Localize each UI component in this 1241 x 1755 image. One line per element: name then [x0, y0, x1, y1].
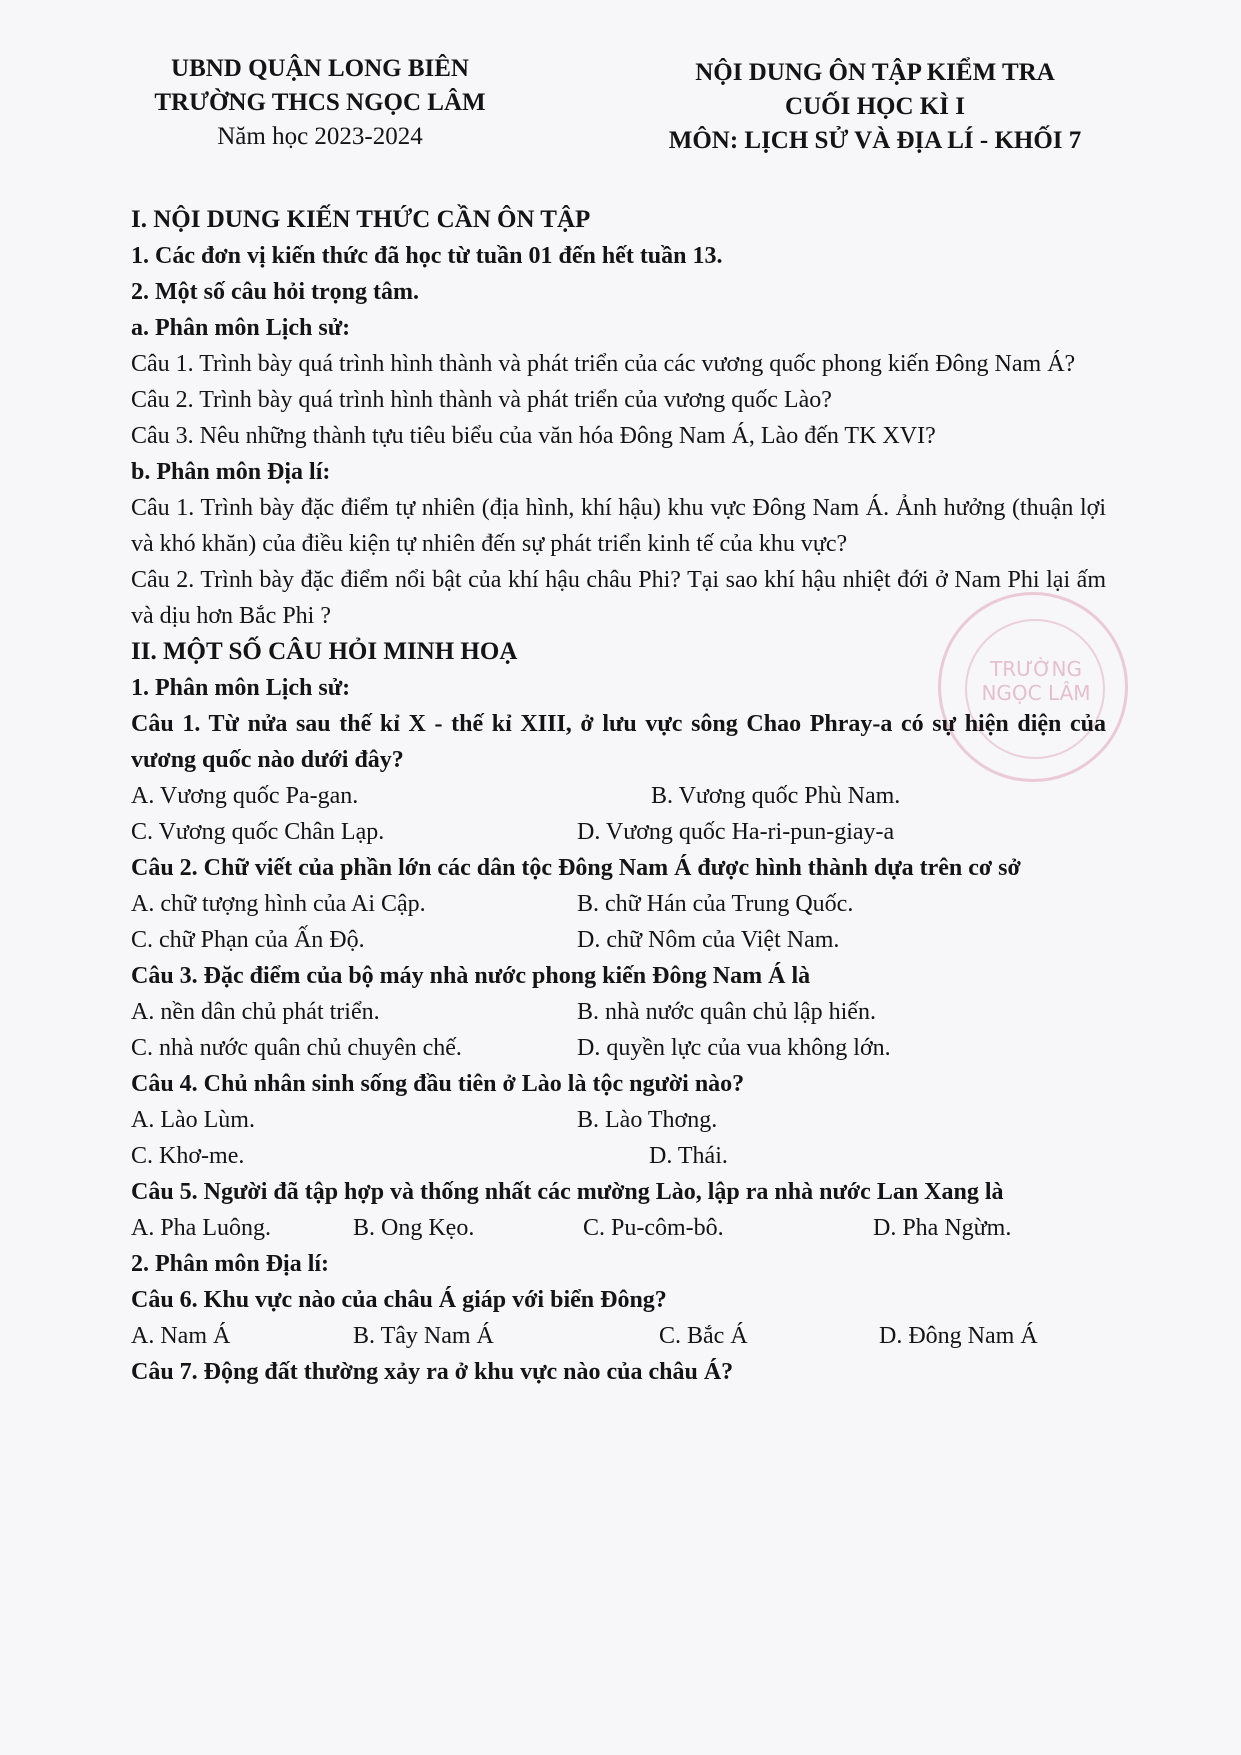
history-question-3: Câu 3. Nêu những thành tựu tiêu biểu của văn hóa Đông Nam Á, Lào đến TK XVI? — [131, 423, 936, 449]
question-2-options-row-1 — [131, 886, 1106, 922]
option-d: D. Vương quốc Ha-ri-pun-giay-a — [577, 819, 895, 845]
question-7-text: Câu 7. Động đất thường xảy ra ở khu vực nào của châu Á? — [131, 1359, 734, 1385]
question-5-options — [131, 1210, 1106, 1246]
option-d: D. Thái. — [649, 1143, 728, 1169]
section1-item1: 1. Các đơn vị kiến thức đã học từ tuần 01 đến hết tuần 13. — [131, 243, 723, 269]
document-body — [131, 202, 1106, 1390]
history-question-1: Câu 1. Trình bày quá trình hình thành và phát triển của các vương quốc phong kiến Đông Nam Á? — [131, 351, 1076, 377]
school-name: TRƯỜNG THCS NGỌC LÂM — [154, 89, 486, 116]
question-6-options — [131, 1318, 1106, 1354]
option-d: D. Pha Ngừm. — [873, 1215, 1012, 1241]
district-name: UBND QUẬN LONG BIÊN — [171, 55, 469, 82]
option-a: A. Pha Luông. — [131, 1215, 271, 1241]
option-a: A. Nam Á — [131, 1323, 231, 1349]
question-1-text: Câu 1. Từ nửa sau thế kỉ X - thế kỉ XIII, ở lưu vực sông Chao Phray-a có sự hiện diện của vương quốc nào dưới đây? — [131, 711, 1106, 773]
option-c: C. chữ Phạn của Ấn Độ. — [131, 927, 365, 953]
history-part-title: 1. Phân môn Lịch sử: — [131, 675, 351, 701]
school-seal-stamp: TRƯỜNG NGỌC LÂM — [938, 592, 1128, 782]
question-2-text: Câu 2. Chữ viết của phần lớn các dân tộc Đông Nam Á được hình thành dựa trên cơ sở — [131, 855, 1021, 881]
option-b: B. Vương quốc Phù Nam. — [651, 783, 901, 809]
question-1-options-row-2 — [131, 814, 1106, 850]
history-subsection-title: a. Phân môn Lịch sử: — [131, 315, 351, 341]
school-year: Năm học 2023-2024 — [217, 123, 423, 150]
question-5-text: Câu 5. Người đã tập hợp và thống nhất các mường Lào, lập ra nhà nước Lan Xang là — [131, 1179, 1004, 1205]
geography-question-1: Câu 1. Trình bày đặc điểm tự nhiên (địa hình, khí hậu) khu vực Đông Nam Á. Ảnh hưởng (thuận lợi và khó khăn) của điều kiện tự nhiên đến sự phát triển kinh tế của khu vực? — [131, 495, 1106, 557]
option-a: A. Lào Lùm. — [131, 1107, 255, 1133]
option-b: B. Tây Nam Á — [353, 1323, 494, 1349]
option-b: B. Lào Thơng. — [577, 1107, 718, 1133]
option-a: A. chữ tượng hình của Ai Cập. — [131, 891, 426, 917]
question-4-options-row-2 — [131, 1138, 1106, 1174]
school-header — [110, 52, 530, 154]
question-2-options-row-2 — [131, 922, 1106, 958]
question-3-options-row-1 — [131, 994, 1106, 1030]
exam-term: CUỐI HỌC KÌ I — [785, 93, 965, 120]
option-c: C. Bắc Á — [659, 1323, 748, 1349]
history-question-2: Câu 2. Trình bày quá trình hình thành và phát triển của vương quốc Lào? — [131, 387, 832, 413]
option-c: C. nhà nước quân chủ chuyên chế. — [131, 1035, 462, 1061]
question-4-text: Câu 4. Chủ nhân sinh sống đầu tiên ở Lào là tộc người nào? — [131, 1071, 745, 1097]
question-6-text: Câu 6. Khu vực nào của châu Á giáp với biển Đông? — [131, 1287, 667, 1313]
geography-subsection-title: b. Phân môn Địa lí: — [131, 459, 331, 485]
option-c: C. Vương quốc Chân Lạp. — [131, 819, 385, 845]
document-title-block — [620, 56, 1130, 158]
section1-item2: 2. Một số câu hỏi trọng tâm. — [131, 279, 419, 305]
option-c: C. Pu-côm-bô. — [583, 1215, 724, 1241]
option-d: D. chữ Nôm của Việt Nam. — [577, 927, 840, 953]
question-3-options-row-2 — [131, 1030, 1106, 1066]
option-a: A. nền dân chủ phát triển. — [131, 999, 380, 1025]
option-b: B. Ong Kẹo. — [353, 1215, 475, 1241]
section1-title: I. NỘI DUNG KIẾN THỨC CẦN ÔN TẬP — [131, 206, 591, 233]
section2-title: II. MỘT SỐ CÂU HỎI MINH HOẠ — [131, 638, 518, 665]
option-d: D. quyền lực của vua không lớn. — [577, 1035, 891, 1061]
subject-grade: MÔN: LỊCH SỬ VÀ ĐỊA LÍ - KHỐI 7 — [668, 127, 1082, 154]
geography-question-2: Câu 2. Trình bày đặc điểm nổi bật của khí hậu châu Phi? Tại sao khí hậu nhiệt đới ở Nam Phi lại ấm và dịu hơn Bắc Phi ? — [131, 567, 1106, 629]
question-1-options-row-1 — [131, 778, 1106, 814]
option-b: B. nhà nước quân chủ lập hiến. — [577, 999, 876, 1025]
geography-part-title: 2. Phân môn Địa lí: — [131, 1251, 330, 1277]
option-c: C. Khơ-me. — [131, 1143, 245, 1169]
option-b: B. chữ Hán của Trung Quốc. — [577, 891, 854, 917]
question-3-text: Câu 3. Đặc điểm của bộ máy nhà nước phong kiến Đông Nam Á là — [131, 963, 811, 989]
document-title: NỘI DUNG ÔN TẬP KIỂM TRA — [695, 59, 1055, 86]
option-a: A. Vương quốc Pa-gan. — [131, 783, 359, 809]
option-d: D. Đông Nam Á — [879, 1323, 1038, 1349]
question-4-options-row-1 — [131, 1102, 1106, 1138]
